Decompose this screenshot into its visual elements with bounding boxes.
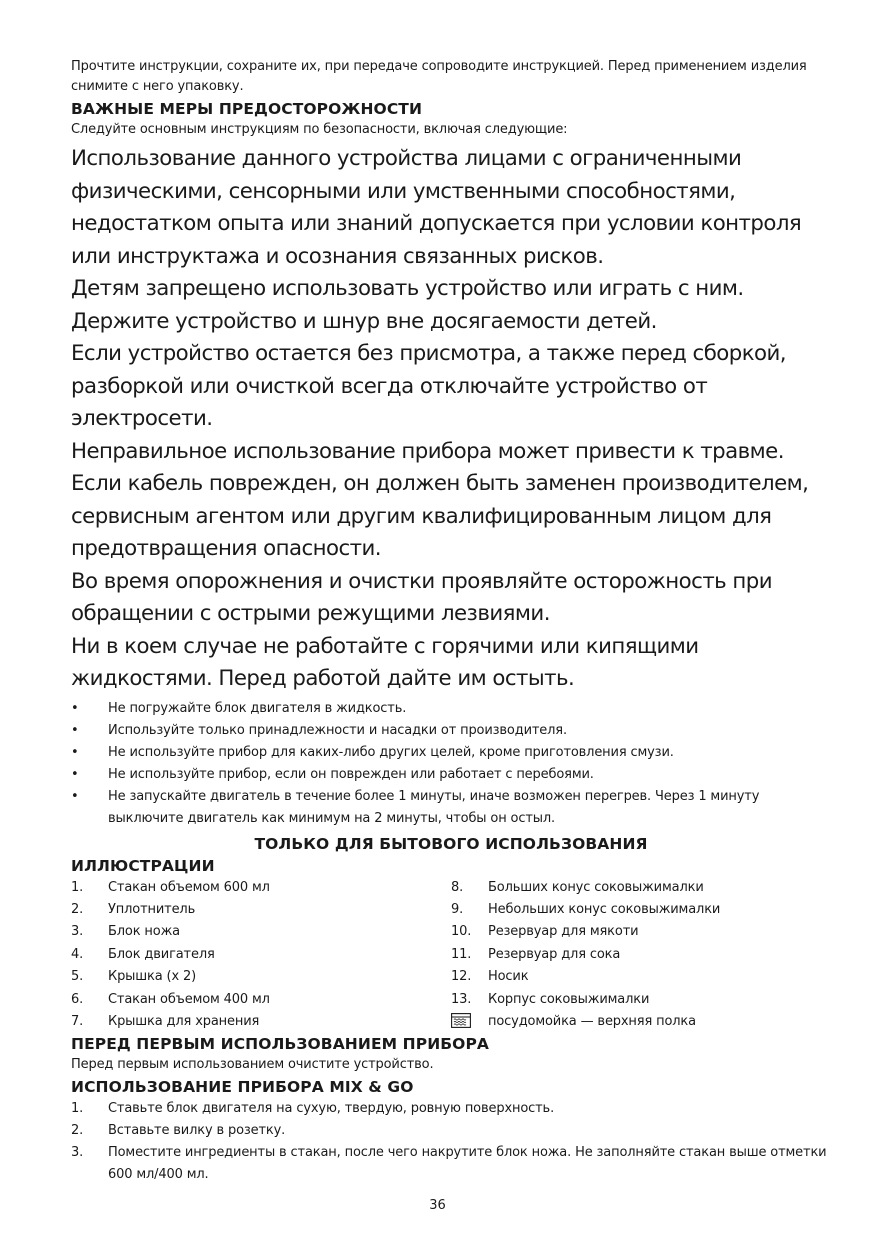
- part-label: Крышка (x 2): [108, 969, 197, 985]
- first-use-heading: ПЕРЕД ПЕРВЫМ ИСПОЛЬЗОВАНИЕМ ПРИБОРА: [71, 1035, 490, 1054]
- bullet-icon: •: [71, 788, 79, 804]
- parts-column-left: [71, 877, 451, 1034]
- usage-steps: [71, 1098, 831, 1186]
- bullet-item: [71, 764, 831, 786]
- step-number: 3.: [71, 1145, 84, 1161]
- safety-heading: ВАЖНЫЕ МЕРЫ ПРЕДОСТОРОЖНОСТИ: [71, 100, 423, 118]
- part-item: [451, 989, 831, 1011]
- step-text: Ставьте блок двигателя на сухую, твердую, ровную поверхность.: [108, 1101, 555, 1117]
- warning-paragraph: Ни в коем случае не работайте с горячими или кипящими жидкостями. Перед работой дайте им остыть.: [71, 633, 699, 691]
- part-label: Носик: [488, 969, 529, 985]
- bullet-text: Используйте только принадлежности и насадки от производителя.: [108, 722, 567, 738]
- part-item: [451, 966, 831, 988]
- step-number: 1.: [71, 1101, 84, 1117]
- dishwasher-item: [451, 1011, 831, 1033]
- bullet-icon: •: [71, 766, 79, 782]
- parts-list: [71, 877, 831, 1034]
- part-label: Небольших конус соковыжималки: [488, 901, 721, 917]
- part-label: Блок ножа: [108, 924, 180, 940]
- warning-paragraph: Неправильное использование прибора может привести к травме.: [71, 438, 784, 464]
- document-page: [71, 57, 831, 1186]
- warning-paragraph: Детям запрещено использовать устройство или играть с ним. Держите устройство и шнур вне досягаемости детей.: [71, 276, 744, 334]
- warning-paragraph: Если кабель поврежден, он должен быть заменен производителем, сервисным агентом или другим квалифицированным лицом для предотвращения опасности.: [71, 471, 809, 561]
- warning-paragraph: Использование данного устройства лицами с ограниченными физическими, сенсорными или умственными способностями, недостатком опыта или знаний допускается при условии контроля или инструктажа и осознания связанных рисков.: [71, 146, 802, 269]
- part-number: 4.: [71, 946, 84, 962]
- part-item: [71, 944, 451, 966]
- part-number: 2.: [71, 901, 84, 917]
- parts-column-right: [451, 877, 831, 1034]
- part-label: Стакан объемом 400 мл: [108, 991, 270, 1007]
- bullet-item: [71, 720, 831, 742]
- bullet-item: [71, 698, 831, 720]
- warning-paragraph: Во время опорожнения и очистки проявляйте осторожность при обращении с острыми режущими лезвиями.: [71, 568, 773, 626]
- part-number: 1.: [71, 879, 84, 895]
- part-item: [71, 877, 451, 899]
- step-text: Вставьте вилку в розетку.: [108, 1123, 286, 1139]
- part-item: [71, 921, 451, 943]
- part-number: 10.: [451, 924, 472, 940]
- bullet-text: Не используйте прибор для каких-либо других целей, кроме приготовления смузи.: [108, 744, 674, 760]
- part-number: 8.: [451, 879, 464, 895]
- safety-subtitle: Следуйте основным инструкциям по безопасности, включая следующие:: [71, 122, 568, 137]
- part-item: [451, 944, 831, 966]
- bullet-list: [71, 698, 831, 830]
- part-item: [71, 1011, 451, 1033]
- step-text: Поместите ингредиенты в стакан, после чего накрутите блок ножа. Не заполняйте стакан выше отметки 600 мл/400 мл.: [108, 1145, 827, 1183]
- usage-step: [71, 1142, 831, 1186]
- part-item: [451, 921, 831, 943]
- page-number: 36: [429, 1198, 446, 1213]
- part-number: 9.: [451, 901, 464, 917]
- part-label: Резервуар для сока: [488, 946, 621, 962]
- part-item: [71, 989, 451, 1011]
- bullet-text: Не погружайте блок двигателя в жидкость.: [108, 700, 407, 716]
- bullet-icon: •: [71, 722, 79, 738]
- bullet-text: Не используйте прибор, если он поврежден или работает с перебоями.: [108, 766, 594, 782]
- intro-text: Прочтите инструкции, сохраните их, при передаче сопроводите инструкцией. Перед применением изделия снимите с него упаковку.: [71, 59, 807, 94]
- part-label: Стакан объемом 600 мл: [108, 879, 270, 895]
- part-number: 5.: [71, 969, 84, 985]
- part-number: 7.: [71, 1013, 84, 1029]
- dishwasher-icon: [451, 1013, 471, 1028]
- part-item: [71, 966, 451, 988]
- part-label: Корпус соковыжималки: [488, 991, 650, 1007]
- usage-step: [71, 1098, 831, 1120]
- bullet-text: Не запускайте двигатель в течение более 1 минуты, иначе возможен перегрев. Через 1 минуту выключите двигатель как минимум на 2 минуты, чтобы он остыл.: [108, 788, 760, 826]
- part-label: Блок двигателя: [108, 946, 215, 962]
- bullet-item: [71, 742, 831, 764]
- warnings-block: [71, 143, 831, 696]
- household-use-heading: ТОЛЬКО ДЛЯ БЫТОВОГО ИСПОЛЬЗОВАНИЯ: [254, 834, 648, 853]
- part-item: [451, 877, 831, 899]
- part-label: Резервуар для мякоти: [488, 924, 639, 940]
- part-number: 12.: [451, 969, 472, 985]
- bullet-icon: •: [71, 700, 79, 716]
- part-number: 13.: [451, 991, 472, 1007]
- warning-paragraph: Если устройство остается без присмотра, а также перед сборкой, разборкой или очисткой всегда отключайте устройство от электросети.: [71, 341, 787, 431]
- part-label: Крышка для хранения: [108, 1013, 260, 1029]
- part-item: [71, 899, 451, 921]
- part-number: 11.: [451, 946, 472, 962]
- usage-heading: ИСПОЛЬЗОВАНИЕ ПРИБОРА MIX & GO: [71, 1078, 414, 1097]
- dishwasher-label: посудомойка — верхняя полка: [488, 1013, 696, 1029]
- illustrations-heading: ИЛЛЮСТРАЦИИ: [71, 856, 215, 875]
- part-label: Больших конус соковыжималки: [488, 879, 704, 895]
- bullet-item: [71, 786, 831, 830]
- bullet-icon: •: [71, 744, 79, 760]
- part-item: [451, 899, 831, 921]
- usage-step: [71, 1120, 831, 1142]
- part-number: 6.: [71, 991, 84, 1007]
- first-use-text: Перед первым использованием очистите устройство.: [71, 1057, 434, 1073]
- part-label: Уплотнитель: [108, 901, 196, 917]
- part-number: 3.: [71, 924, 84, 940]
- dishwasher-icon-cell: [451, 1011, 488, 1033]
- step-number: 2.: [71, 1123, 84, 1139]
